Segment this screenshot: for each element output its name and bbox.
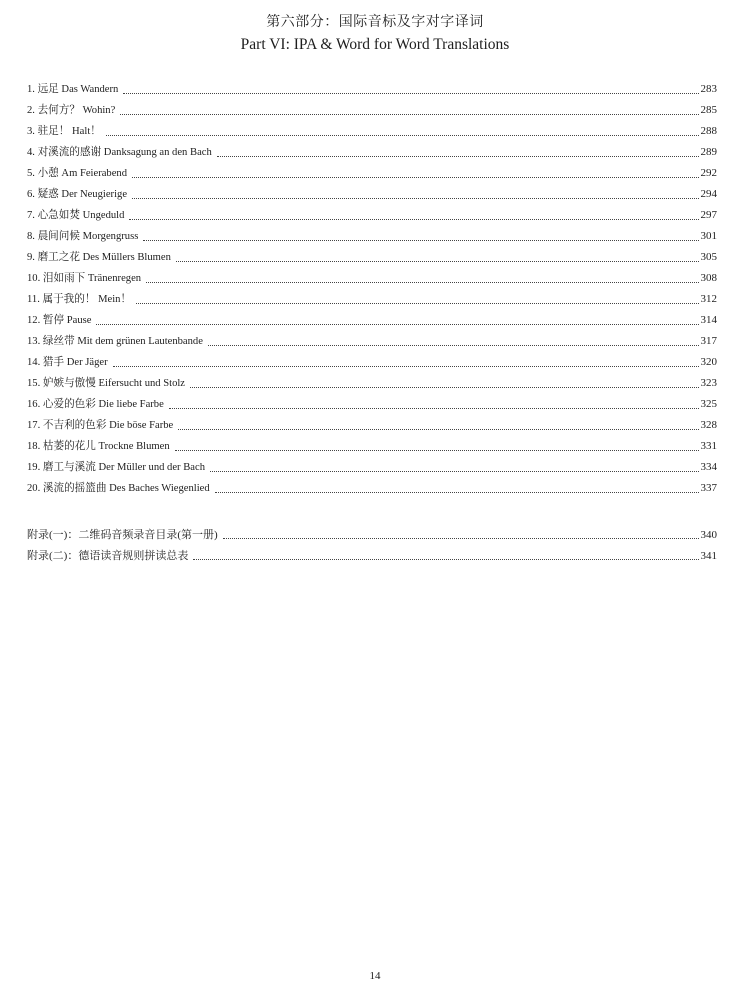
page-number: 14 bbox=[369, 970, 381, 982]
entry-page-number: 320 bbox=[700, 356, 717, 368]
entry-title: 2. 去何方？ Wohin? bbox=[27, 105, 116, 116]
dot-leader bbox=[217, 156, 699, 157]
entry-page-number: 328 bbox=[700, 419, 717, 431]
dot-leader bbox=[106, 135, 699, 136]
dot-leader bbox=[210, 471, 699, 472]
dot-leader bbox=[178, 429, 698, 430]
entry-title: 14. 猎手 Der Jäger bbox=[27, 357, 108, 368]
appendix-entry bbox=[27, 547, 717, 568]
entry-page-number: 314 bbox=[700, 314, 717, 326]
entry-title: 11. 属于我的！ Mein！ bbox=[27, 294, 132, 305]
toc-entry bbox=[27, 291, 717, 312]
entry-page-number: 337 bbox=[700, 482, 717, 494]
entry-page-number: 292 bbox=[700, 167, 717, 179]
entry-title: 10. 泪如雨下 Tränenregen bbox=[27, 273, 142, 284]
entry-page-number: 283 bbox=[700, 83, 717, 95]
entry-title: 15. 妒嫉与傲慢 Eifersucht und Stolz bbox=[27, 378, 186, 389]
entry-page-number: 323 bbox=[700, 377, 717, 389]
dot-leader bbox=[146, 282, 698, 283]
dot-leader bbox=[215, 492, 699, 493]
toc-entry bbox=[27, 438, 717, 459]
toc-entry bbox=[27, 81, 717, 102]
entry-title: 附录(一)：二维码音频录音目录(第一册) bbox=[27, 529, 218, 541]
entry-page-number: 289 bbox=[700, 146, 717, 158]
dot-leader bbox=[208, 345, 699, 346]
entry-title: 8. 晨间问候 Morgengruss bbox=[27, 231, 139, 242]
toc-entry bbox=[27, 270, 717, 291]
dot-leader bbox=[96, 324, 698, 325]
toc-entry bbox=[27, 396, 717, 417]
entry-page-number: 288 bbox=[700, 125, 717, 137]
toc-entry bbox=[27, 186, 717, 207]
entry-title: 6. 疑惑 Der Neugierige bbox=[27, 189, 128, 200]
entry-title: 9. 磨工之花 Des Müllers Blumen bbox=[27, 252, 171, 263]
table-of-contents bbox=[27, 81, 717, 501]
entry-page-number: 297 bbox=[700, 209, 717, 221]
dot-leader bbox=[120, 114, 698, 115]
entry-title: 附录(二)：德语读音规则拼读总表 bbox=[27, 550, 189, 562]
toc-entry bbox=[27, 228, 717, 249]
toc-entry bbox=[27, 459, 717, 480]
entry-page-number: 294 bbox=[700, 188, 717, 200]
entry-page-number: 341 bbox=[700, 550, 717, 562]
entry-title: 18. 枯萎的花儿 Trockne Blumen bbox=[27, 441, 170, 452]
dot-leader bbox=[175, 450, 699, 451]
entry-page-number: 312 bbox=[700, 293, 717, 305]
toc-entry bbox=[27, 333, 717, 354]
entry-page-number: 285 bbox=[700, 104, 717, 116]
toc-entry bbox=[27, 480, 717, 501]
toc-entry bbox=[27, 354, 717, 375]
toc-entry bbox=[27, 102, 717, 123]
dot-leader bbox=[136, 303, 698, 304]
entry-page-number: 317 bbox=[700, 335, 717, 347]
dot-leader bbox=[190, 387, 698, 388]
entry-page-number: 325 bbox=[700, 398, 717, 410]
section-title-chinese: 第六部分：国际音标及字对字译词 bbox=[266, 14, 484, 30]
dot-leader bbox=[123, 93, 698, 94]
entry-title: 17. 不吉利的色彩 Die böse Farbe bbox=[27, 420, 174, 431]
entry-title: 19. 磨工与溪流 Der Müller und der Bach bbox=[27, 462, 205, 473]
toc-entry bbox=[27, 249, 717, 270]
dot-leader bbox=[193, 559, 698, 560]
entry-page-number: 301 bbox=[700, 230, 717, 242]
entry-page-number: 331 bbox=[700, 440, 717, 452]
dot-leader bbox=[223, 538, 699, 539]
entry-title: 12. 暂停 Pause bbox=[27, 315, 92, 326]
dot-leader bbox=[113, 366, 699, 367]
toc-entry bbox=[27, 144, 717, 165]
dot-leader bbox=[132, 198, 698, 199]
entry-title: 4. 对溪流的感谢 Danksagung an den Bach bbox=[27, 147, 212, 158]
entry-title: 5. 小憩 Am Feierabend bbox=[27, 168, 128, 179]
section-title-english: Part VI: IPA & Word for Word Translations bbox=[240, 36, 510, 53]
toc-entry bbox=[27, 123, 717, 144]
entry-page-number: 334 bbox=[700, 461, 717, 473]
toc-entry bbox=[27, 312, 717, 333]
dot-leader bbox=[169, 408, 699, 409]
entry-page-number: 340 bbox=[700, 529, 717, 541]
entry-title: 13. 绿丝带 Mit dem grünen Lautenbande bbox=[27, 336, 203, 347]
dot-leader bbox=[176, 261, 699, 262]
toc-entry bbox=[27, 375, 717, 396]
appendix-entry bbox=[27, 526, 717, 547]
toc-entry bbox=[27, 165, 717, 186]
dot-leader bbox=[143, 240, 698, 241]
dot-leader bbox=[129, 219, 698, 220]
appendix-list bbox=[27, 526, 717, 568]
entry-title: 16. 心爱的色彩 Die liebe Farbe bbox=[27, 399, 164, 410]
entry-page-number: 308 bbox=[700, 272, 717, 284]
dot-leader bbox=[132, 177, 698, 178]
toc-entry bbox=[27, 207, 717, 228]
toc-entry bbox=[27, 417, 717, 438]
entry-title: 7. 心急如焚 Ungeduld bbox=[27, 210, 125, 221]
entry-title: 3. 驻足！ Halt！ bbox=[27, 126, 101, 137]
entry-title: 20. 溪流的摇篮曲 Des Baches Wiegenlied bbox=[27, 483, 210, 494]
entry-title: 1. 远足 Das Wandern bbox=[27, 84, 119, 95]
entry-page-number: 305 bbox=[700, 251, 717, 263]
